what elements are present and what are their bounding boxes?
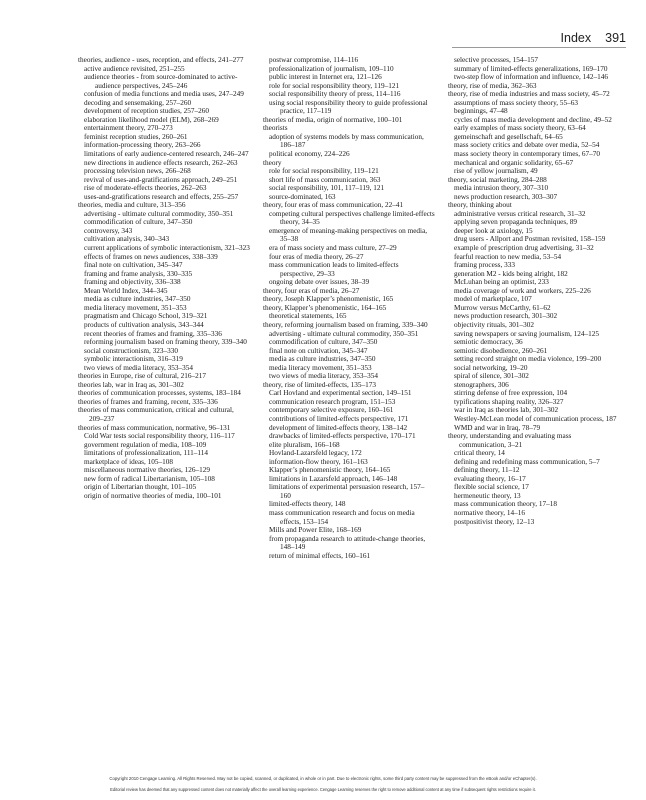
index-subentry: social responsibility theory of press, 114–116: [269, 90, 401, 99]
index-subentry: Mean World Index, 344–345: [84, 286, 168, 295]
index-entry: theory, reforming journalism based on framing, 339–340: [263, 320, 428, 329]
index-subentry: cultivation analysis, 340–343: [84, 235, 170, 244]
index-subentry: gemeinschaft and gesellschaft, 64–65: [454, 132, 563, 141]
index-subentry: advertising - ultimate cultural commodity, 350–351: [269, 329, 419, 338]
index-subentry: mass society critics and debate over media, 52–54: [454, 141, 600, 150]
index-subentry: Westley-McLean model of communication process, 187: [454, 414, 617, 423]
index-entry: theory, Klapper’s phenomenistic, 164–165: [263, 303, 387, 312]
index-subentry: stenographers, 306: [454, 380, 509, 389]
index-subentry: drawbacks of limited-effects perspective, 170–171: [269, 432, 416, 441]
index-subentry: processing television news, 266–268: [84, 167, 191, 176]
index-subentry: effects of frames on news audiences, 338–339: [84, 252, 218, 261]
running-header: [561, 31, 626, 47]
index-subentry: media as culture industries, 347–350: [269, 355, 376, 364]
index-entry: theory: [263, 158, 282, 167]
index-column-3: [448, 56, 620, 560]
index-subentry: beginnings, 47–48: [454, 107, 508, 116]
index-subentry: return of minimal effects, 160–161: [269, 551, 371, 560]
index-subentry: communication research program, 151–153: [269, 397, 396, 406]
index-entry: theory, rise of media industries and mass society, 45–72: [448, 90, 610, 99]
index-subentry: applying seven propaganda techniques, 89: [454, 218, 578, 227]
index-subentry: controversy, 343: [84, 226, 133, 235]
index-subentry: feminist reception studies, 260–261: [84, 132, 188, 141]
index-subentry: development of reception studies, 257–260: [84, 107, 210, 116]
index-subentry: news production research, 303–307: [454, 192, 558, 201]
index-subentry: contemporary selective exposure, 160–161: [269, 406, 394, 415]
index-subentry: media literacy movement, 351–353: [84, 303, 187, 312]
index-subentry: postwar compromise, 114–116: [269, 56, 359, 64]
index-subentry: media intrusion theory, 307–310: [454, 184, 549, 193]
index-subentry: decoding and sensemaking, 257–260: [84, 98, 192, 107]
index-column-2: [263, 56, 435, 560]
index-subentry: role for social responsibility, 119–121: [269, 167, 379, 176]
index-subentry: stirring defense of free expression, 104: [454, 389, 568, 398]
index-subentry: framing and frame analysis, 330–335: [84, 269, 193, 278]
index-subentry: news production research, 301–302: [454, 312, 558, 321]
index-entry: theories lab, war in Iraq as, 301–302: [78, 380, 184, 389]
index-subentry: public interest in Internet era, 121–126: [269, 73, 382, 82]
index-subentry: mass society theory in contemporary times, 67–70: [454, 150, 600, 159]
index-subentry: social constructionism, 323–330: [84, 346, 179, 355]
index-subentry: limitations of experimental persuasion research, 157–160: [269, 483, 425, 500]
index-subentry: spiral of silence, 301–302: [454, 372, 529, 381]
index-column-1: [78, 56, 250, 560]
index-subentry: products of cultivation analysis, 343–344: [84, 320, 204, 329]
index-entry: theory, thinking about: [448, 201, 512, 210]
index-entry: theorists: [263, 124, 288, 133]
index-subentry: generation M2 - kids being alright, 182: [454, 269, 568, 278]
index-subentry: limited-effects theory, 148: [269, 500, 346, 509]
index-subentry: Carl Hovland and experimental section, 149–151: [269, 389, 412, 398]
index-entry: theories of communication processes, systems, 183–184: [78, 389, 241, 398]
index-subentry: war in Iraq as theories lab, 301–302: [454, 406, 559, 415]
index-entry: theories, media and culture, 313–356: [78, 201, 186, 210]
index-subentry: model of marketplace, 107: [454, 295, 532, 304]
index-subentry: framing process, 333: [454, 261, 516, 270]
index-subentry: mass communication leads to limited-effects perspective, 29–33: [269, 261, 399, 278]
index-subentry: defining and redefining mass communication, 5–7: [454, 457, 600, 466]
index-subentry: new form of radical Libertarianism, 105–108: [84, 474, 215, 483]
index-subentry: Cold War tests social responsibility theory, 116–117: [84, 432, 235, 441]
copyright-line: Copyright 2010 Cengage Learning. All Rights Reserved. May not be copied, scanned, or duplicated, in whole or in part. Due to electronic rights, some third party content may be suppressed from the eBook and/or eChapter(s).: [109, 776, 537, 781]
index-subentry: semiotic disobedience, 260–261: [454, 346, 548, 355]
index-subentry: development of limited-effects theory, 138–142: [269, 423, 408, 432]
index-columns: [78, 56, 620, 560]
index-subentry: Hovland-Lazarsfeld legacy, 172: [269, 449, 362, 458]
index-subentry: commodification of culture, 347–350: [84, 218, 193, 227]
index-subentry: entertainment theory, 270–273: [84, 124, 173, 133]
index-subentry: selective processes, 154–157: [454, 56, 538, 64]
index-subentry: active audience revisited, 251–255: [84, 64, 185, 73]
index-subentry: media literacy movement, 351–353: [269, 363, 372, 372]
index-subentry: government regulation of media, 108–109: [84, 440, 207, 449]
index-subentry: four eras of media theory, 26–27: [269, 252, 364, 261]
index-subentry: audience theories - from source-dominated to active-audience perspectives, 245–246: [84, 73, 238, 90]
index-subentry: from propaganda research to attitude-change theories, 148–149: [269, 534, 426, 552]
index-subentry: framing and objectivity, 336–338: [84, 278, 181, 287]
index-subentry: role for social responsibility theory, 119–121: [269, 81, 400, 90]
index-subentry: flexible social science, 17: [454, 483, 529, 492]
index-entry: theories, audience - uses, reception, and effects, 241–277: [78, 56, 244, 64]
index-subentry: emergence of meaning-making perspectives on media, 35–38: [269, 226, 428, 244]
index-subentry: Klapper’s phenomenistic theory, 164–165: [269, 466, 391, 475]
index-subentry: early examples of mass society theory, 63–64: [454, 124, 586, 133]
index-subentry: media as culture industries, 347–350: [84, 295, 191, 304]
index-subentry: origin of normative theories of media, 100–101: [84, 491, 222, 500]
index-entry: theories of mass communication, critical and cultural, 209–237: [78, 406, 234, 423]
index-entry: theory, understanding and evaluating mass communication, 3–21: [448, 432, 572, 449]
index-subentry: competing cultural perspectives challenge limited-effects theory, 34–35: [269, 209, 435, 227]
index-subentry: ongoing debate over issues, 38–39: [269, 278, 370, 287]
index-subentry: evaluating theory, 16–17: [454, 474, 526, 483]
index-subentry: recent theories of frames and framing, 335–336: [84, 329, 222, 338]
index-subentry: professionalization of journalism, 109–110: [269, 64, 394, 73]
index-subentry: mass communication research and focus on media effects, 153–154: [269, 508, 415, 526]
index-subentry: era of mass society and mass culture, 27–29: [269, 244, 397, 253]
index-subentry: final note on cultivation, 345–347: [84, 261, 183, 270]
index-subentry: deeper look at axiology, 15: [454, 226, 533, 235]
index-subentry: reforming journalism based on framing theory, 339–340: [84, 338, 247, 347]
index-entry: theory, rise of limited-effects, 135–173: [263, 380, 376, 389]
index-subentry: two views of media literacy, 353–354: [84, 363, 194, 372]
index-subentry: critical theory, 14: [454, 449, 505, 458]
index-subentry: symbolic interactionism, 316–319: [84, 355, 183, 364]
index-subentry: social networking, 19–20: [454, 363, 528, 372]
page-number: 391: [605, 31, 626, 45]
index-subentry: rise of yellow journalism, 49: [454, 167, 538, 176]
index-subentry: commodification of culture, 347–350: [269, 338, 378, 347]
index-subentry: Murrow versus McCarthy, 61–62: [454, 303, 551, 312]
index-subentry: setting record straight on media violence, 199–200: [454, 355, 602, 364]
index-entry: theory, rise of media, 362–363: [448, 81, 537, 90]
index-subentry: final note on cultivation, 345–347: [269, 346, 368, 355]
index-subentry: information-flow theory, 161–163: [269, 457, 368, 466]
index-subentry: summary of limited-effects generalizations, 169–170: [454, 64, 608, 73]
index-subentry: uses-and-gratifications research and effects, 255–257: [84, 192, 239, 201]
index-subentry: limitations in Lazarsfeld approach, 146–148: [269, 474, 398, 483]
index-subentry: current applications of symbolic interactionism, 321–323: [84, 244, 250, 253]
index-entry: theories in Europe, rise of cultural, 216–217: [78, 372, 207, 381]
index-entry: theory, social marketing, 284–288: [448, 175, 547, 184]
index-subentry: marketplace of ideas, 105–108: [84, 457, 173, 466]
index-subentry: contributions of limited-effects perspective, 171: [269, 414, 409, 423]
index-subentry: objectivity rituals, 301–302: [454, 320, 534, 329]
index-entry: theory, Joseph Klapper’s phenomenistic, 165: [263, 295, 394, 304]
index-subentry: McLuhan being an optimist, 233: [454, 278, 549, 287]
index-subentry: hermeneutic theory, 13: [454, 491, 521, 500]
index-subentry: two-step flow of information and influence, 142–146: [454, 73, 609, 82]
index-subentry: pragmatism and Chicago School, 319–321: [84, 312, 208, 321]
index-subentry: social responsibility, 101, 117–119, 121: [269, 184, 385, 193]
index-subentry: media coverage of work and workers, 225–226: [454, 286, 591, 295]
index-subentry: revival of uses-and-gratifications approach, 249–251: [84, 175, 238, 184]
index-subentry: using social responsibility theory to guide professional practice, 117–119: [269, 98, 428, 116]
index-subentry: elaboration likelihood model (ELM), 268–269: [84, 115, 219, 124]
index-entry: theories of media, origin of normative, 100–101: [263, 115, 403, 124]
index-subentry: fearful reaction to new media, 53–54: [454, 252, 562, 261]
index-subentry: two views of media literacy, 353–354: [269, 372, 379, 381]
index-subentry: Mills and Power Elite, 168–169: [269, 526, 362, 535]
index-subentry: example of prescription drug advertising, 31–32: [454, 244, 594, 253]
index-entry: theory, four eras of mass communication, 22–41: [263, 201, 404, 210]
index-subentry: miscellaneous normative theories, 126–129: [84, 466, 211, 475]
index-subentry: rise of moderate-effects theories, 262–263: [84, 184, 207, 193]
index-subentry: defining theory, 11–12: [454, 466, 520, 475]
index-subentry: theoretical statements, 165: [269, 312, 347, 321]
index-subentry: source-dominated, 163: [269, 192, 336, 201]
index-subentry: short life of mass communication, 363: [269, 175, 381, 184]
header-title: Index: [560, 31, 592, 45]
index-entry: theories of frames and framing, recent, 335–336: [78, 397, 218, 406]
index-subentry: typifications shaping reality, 326–327: [454, 397, 564, 406]
index-subentry: new directions in audience effects research, 262–263: [84, 158, 238, 167]
header-rule: [452, 47, 626, 48]
index-entry: theory, four eras of media, 26–27: [263, 286, 360, 295]
index-subentry: WMD and war in Iraq, 78–79: [454, 423, 541, 432]
index-subentry: limitations of early audience-centered research, 246–247: [84, 150, 249, 159]
index-subentry: advertising - ultimate cultural commodity, 350–351: [84, 209, 234, 218]
index-subentry: cycles of mass media development and decline, 49–52: [454, 115, 612, 124]
index-subentry: administrative versus critical research, 31–32: [454, 209, 586, 218]
index-subentry: assumptions of mass society theory, 55–63: [454, 98, 578, 107]
index-subentry: information-processing theory, 263–266: [84, 141, 201, 150]
index-subentry: political economy, 224–226: [269, 150, 350, 159]
index-subentry: elite pluralism, 166–168: [269, 440, 340, 449]
index-subentry: saving newspapers or saving journalism, 124–125: [454, 329, 599, 338]
index-subentry: drug users - Allport and Postman revisited, 158–159: [454, 235, 606, 244]
index-subentry: mechanical and organic solidarity, 65–67: [454, 158, 574, 167]
index-subentry: semiotic democracy, 36: [454, 338, 523, 347]
index-subentry: confusion of media functions and media uses, 247–249: [84, 90, 244, 99]
editorial-notice: Editorial review has deemed that any suppressed content does not materially affect the overall learning experience. Cengage Learning reserves the right to remove additional content at any time if subsequent rights restrictions require it.: [110, 787, 536, 792]
index-subentry: adoption of systems models by mass communication, 186–187: [269, 132, 424, 150]
index-entry: theories of mass communication, normative, 96–131: [78, 423, 231, 432]
index-subentry: postpositivist theory, 12–13: [454, 517, 535, 526]
index-subentry: limitations of professionalization, 111–114: [84, 449, 209, 458]
index-subentry: mass communication theory, 17–18: [454, 500, 558, 509]
index-subentry: origin of Libertarian thought, 101–105: [84, 483, 197, 492]
index-subentry: normative theory, 14–16: [454, 508, 526, 517]
